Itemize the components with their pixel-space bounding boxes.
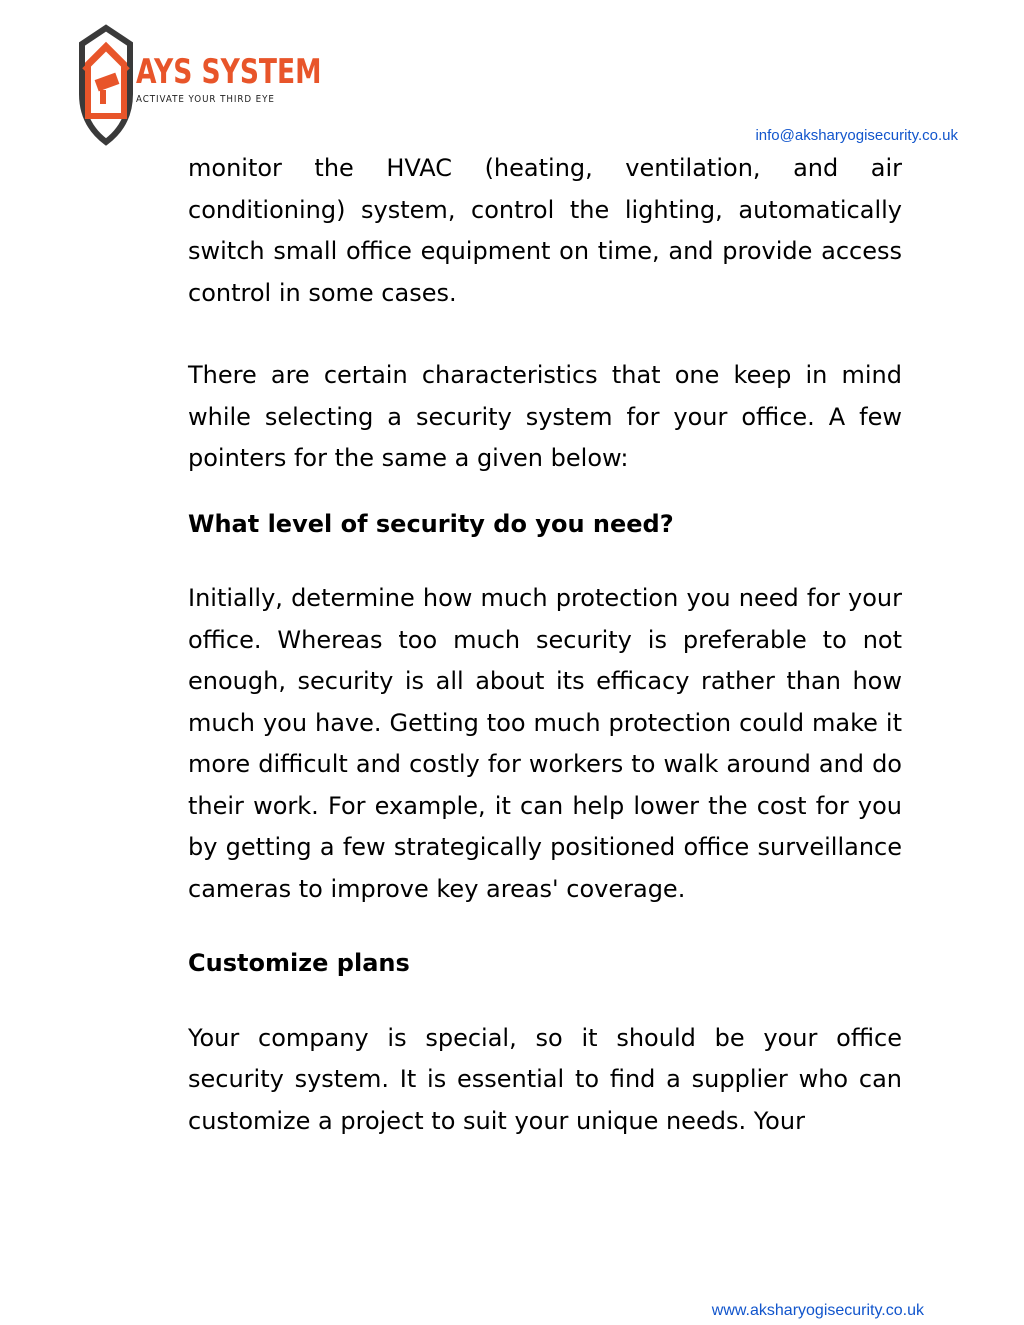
section-heading: What level of security do you need? xyxy=(188,509,674,538)
logo-tagline: ACTIVATE YOUR THIRD EYE xyxy=(136,94,275,105)
paragraph: Your company is special, so it should be your office security system. It is essential to find a supplier who can customize a project to suit your unique needs. Your xyxy=(188,1023,902,1135)
paragraph: monitor the HVAC (heating, ventilation, and air conditioning) system, control the lighting, automatically switch small office equipment on time, and provide access control in some cases. xyxy=(188,154,902,307)
paragraph: There are certain characteristics that one keep in mind while selecting a security system for your office. A few pointers for the same a given below: xyxy=(188,361,902,472)
section-heading: Customize plans xyxy=(188,949,410,977)
website-link[interactable]: www.aksharyogisecurity.co.uk xyxy=(711,1302,924,1319)
email-link[interactable]: info@aksharyogisecurity.co.uk xyxy=(755,127,958,144)
ays-system-logo xyxy=(78,24,322,146)
paragraph: Initially, determine how much protection you need for your office. Whereas too much security is preferable to not enough, security is all about its efficacy rather than how much you have. Getting too much protection could make it more difficult and costly for workers to walk around and do their work. For example, it can help lower the cost for you by getting a few strategically positioned office surveillance cameras to improve key areas' coverage. xyxy=(188,584,902,903)
shield-house-icon xyxy=(78,24,134,146)
logo-title: AYS SYSTEM xyxy=(136,52,322,92)
document-body xyxy=(188,148,902,1142)
